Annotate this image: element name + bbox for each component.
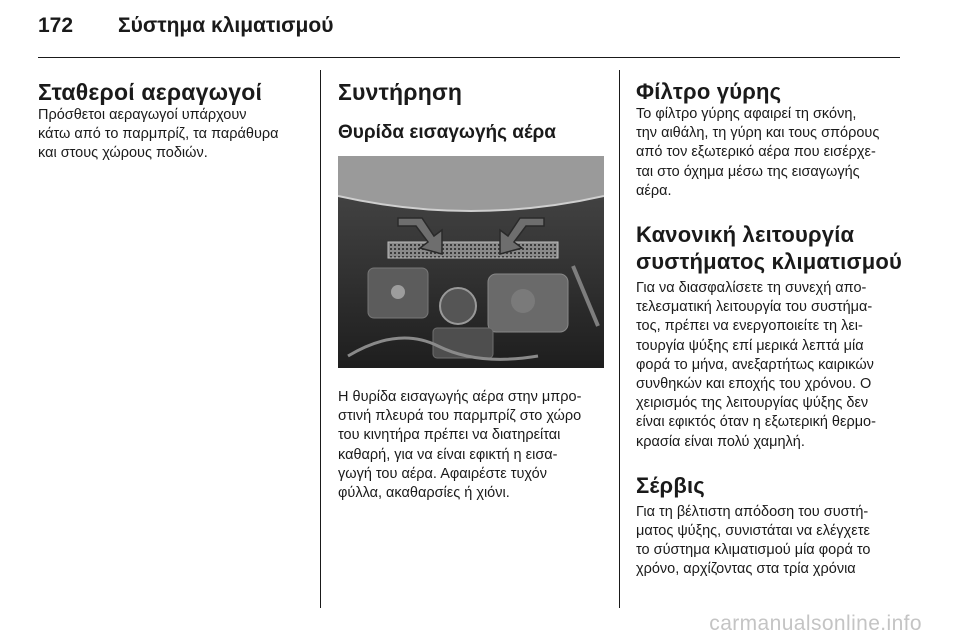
normal-operation-heading: Κανονική λειτουργία συστήματος κλιματισμού [636, 222, 903, 275]
fixed-vents-body: Πρόσθετοι αεραγωγοί υπάρχουν κάτω από το παρμπρίζ, τα παράθυρα και στους χώρους ποδιών. [38, 107, 279, 162]
maintenance-heading: Συντήρηση [338, 79, 463, 105]
column-pollen-filter [636, 78, 910, 580]
fixed-vents-heading: Σταθεροί αεραγωγοί [38, 79, 263, 105]
running-title: Σύστημα κλιματισμού [118, 14, 334, 37]
column-divider-right [619, 70, 620, 608]
engine-bay-photo [338, 156, 604, 368]
column-maintenance [338, 78, 604, 503]
air-intake-body: Η θυρίδα εισαγωγής αέρα στην μπρο- στινή πλευρά του παρμπρίζ στο χώρο του κινητήρα πρέπει να διατηρείται καθαρή, για να είναι εφικτή η εισα- γωγή του αέρα. Αφαιρέστε τυχόν φύλλα, ακαθαρσίες ή χιόνι. [338, 389, 582, 502]
pollen-filter-heading: Φίλτρο γύρης [636, 79, 782, 104]
service-body: Για τη βέλτιστη απόδοση του συστή- ματος ψύξης, συνιστάται να ελέγχετε το σύστημα κλιματισμού μία φορά το χρόνο, αρχίζοντας στα τρία χρόνια [636, 503, 871, 578]
footer-watermark: carmanualsonline.info [709, 612, 922, 635]
normal-operation-body: Για να διασφαλίσετε τη συνεχή απο- τελεσματική λειτουργία του συστήμα- τος, πρέπει να ενεργοποιείτε τη λει- τουργία ψύξης επί μερικά λεπτά μία φορά το μήνα, ανεξαρτήτως καιρικών συνθηκών και εποχής του χρόνου. Ο χειρισμός της λειτουργίας ψύξης δεν είναι εφικτός όταν η εξωτερική θερμο- κρασία είναι πολύ χαμηλή. [636, 280, 876, 450]
pollen-filter-body: Το φίλτρο γύρης αφαιρεί τη σκόνη, την αιθάλη, τη γύρη και τους σπόρους από τον εξωτερικό αέρα που εισέρχε- ται στο όχημα μέσω της εισαγωγής αέρα. [636, 106, 880, 199]
page-number: 172 [38, 14, 74, 37]
header-rule [38, 57, 900, 58]
column-divider-left [320, 70, 321, 608]
service-heading: Σέρβις [636, 472, 705, 498]
column-fixed-vents [38, 78, 310, 164]
air-intake-subheading: Θυρίδα εισαγωγής αέρα [338, 122, 556, 143]
